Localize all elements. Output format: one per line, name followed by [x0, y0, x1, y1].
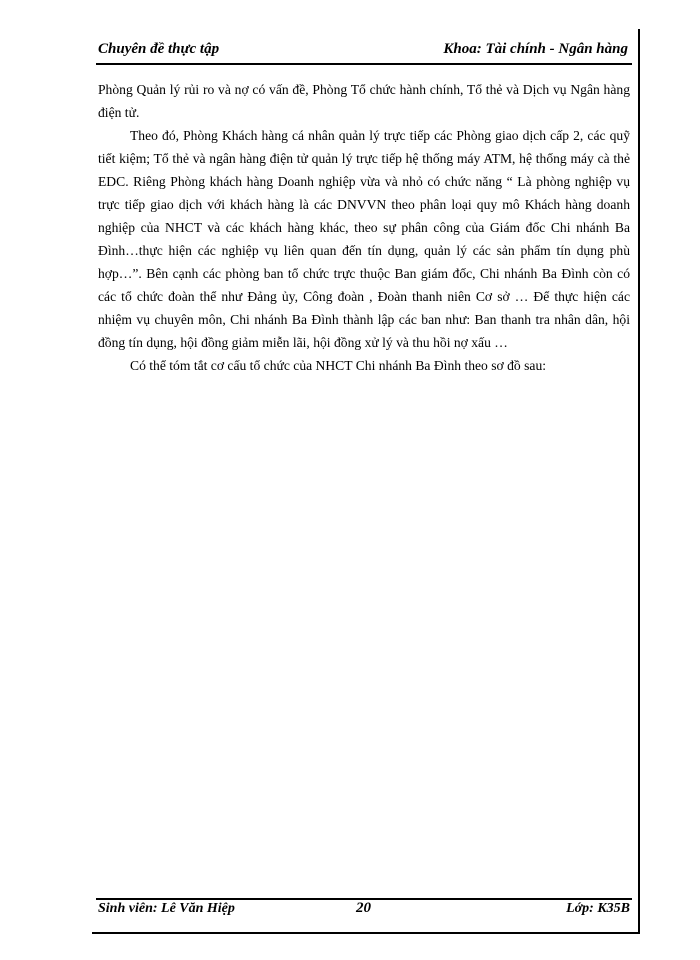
page-number: 20: [356, 900, 371, 916]
header-department: Khoa: Tài chính - Ngân hàng: [443, 41, 628, 57]
paragraph-continuation: Phòng Quản lý rủi ro và nợ có vấn đề, Phòng Tổ chức hành chính, Tổ thẻ và Dịch vụ Ngân hàng điện tử.: [98, 82, 630, 120]
page-header: [98, 41, 628, 61]
page-footer: [98, 901, 630, 921]
header-title: Chuyên đề thực tập: [98, 41, 220, 57]
footer-class: Lớp: K35B: [566, 901, 630, 916]
paragraph-main: Theo đó, Phòng Khách hàng cá nhân quản lý trực tiếp các Phòng giao dịch cấp 2, các quỹ tiết kiệm; Tổ thẻ và ngân hàng điện tử quản lý trực tiếp hệ thống máy ATM, hệ thống máy cà thẻ EDC. Riêng Phòng khách hàng Doanh nghiệp vừa và nhỏ có chức năng “ Là phòng nghiệp vụ trực tiếp giao dịch với khách hàng là các DNVVN theo phân loại quy mô Khách hàng doanh nghiệp của NHCT và các khách hàng khác, theo sự phân công của Giám đốc Chi nhánh Ba Đình…thực hiện các nghiệp vụ liên quan đến tín dụng, quản lý các sản phẩm tín dụng phù hợp…”. Bên cạnh các phòng ban tổ chức trực thuộc Ban giám đốc, Chi nhánh Ba Đình còn có các tổ chức đoàn thể như Đảng ủy, Công đoàn , Đoàn thanh niên Cơ sở … Để thực hiện các nhiệm vụ chuyên môn, Chi nhánh Ba Đình thành lập các ban như: Ban thanh tra nhân dân, hội đồng tín dụng, hội đồng giảm miễn lãi, hội đồng xử lý và thu hồi nợ xấu …: [98, 128, 630, 350]
header-divider: [96, 63, 632, 65]
document-body: [98, 78, 630, 377]
footer-student: Sinh viên: Lê Văn Hiệp: [98, 901, 235, 916]
paragraph-summary: Có thể tóm tắt cơ cấu tổ chức của NHCT Chi nhánh Ba Đình theo sơ đồ sau:: [130, 358, 547, 373]
